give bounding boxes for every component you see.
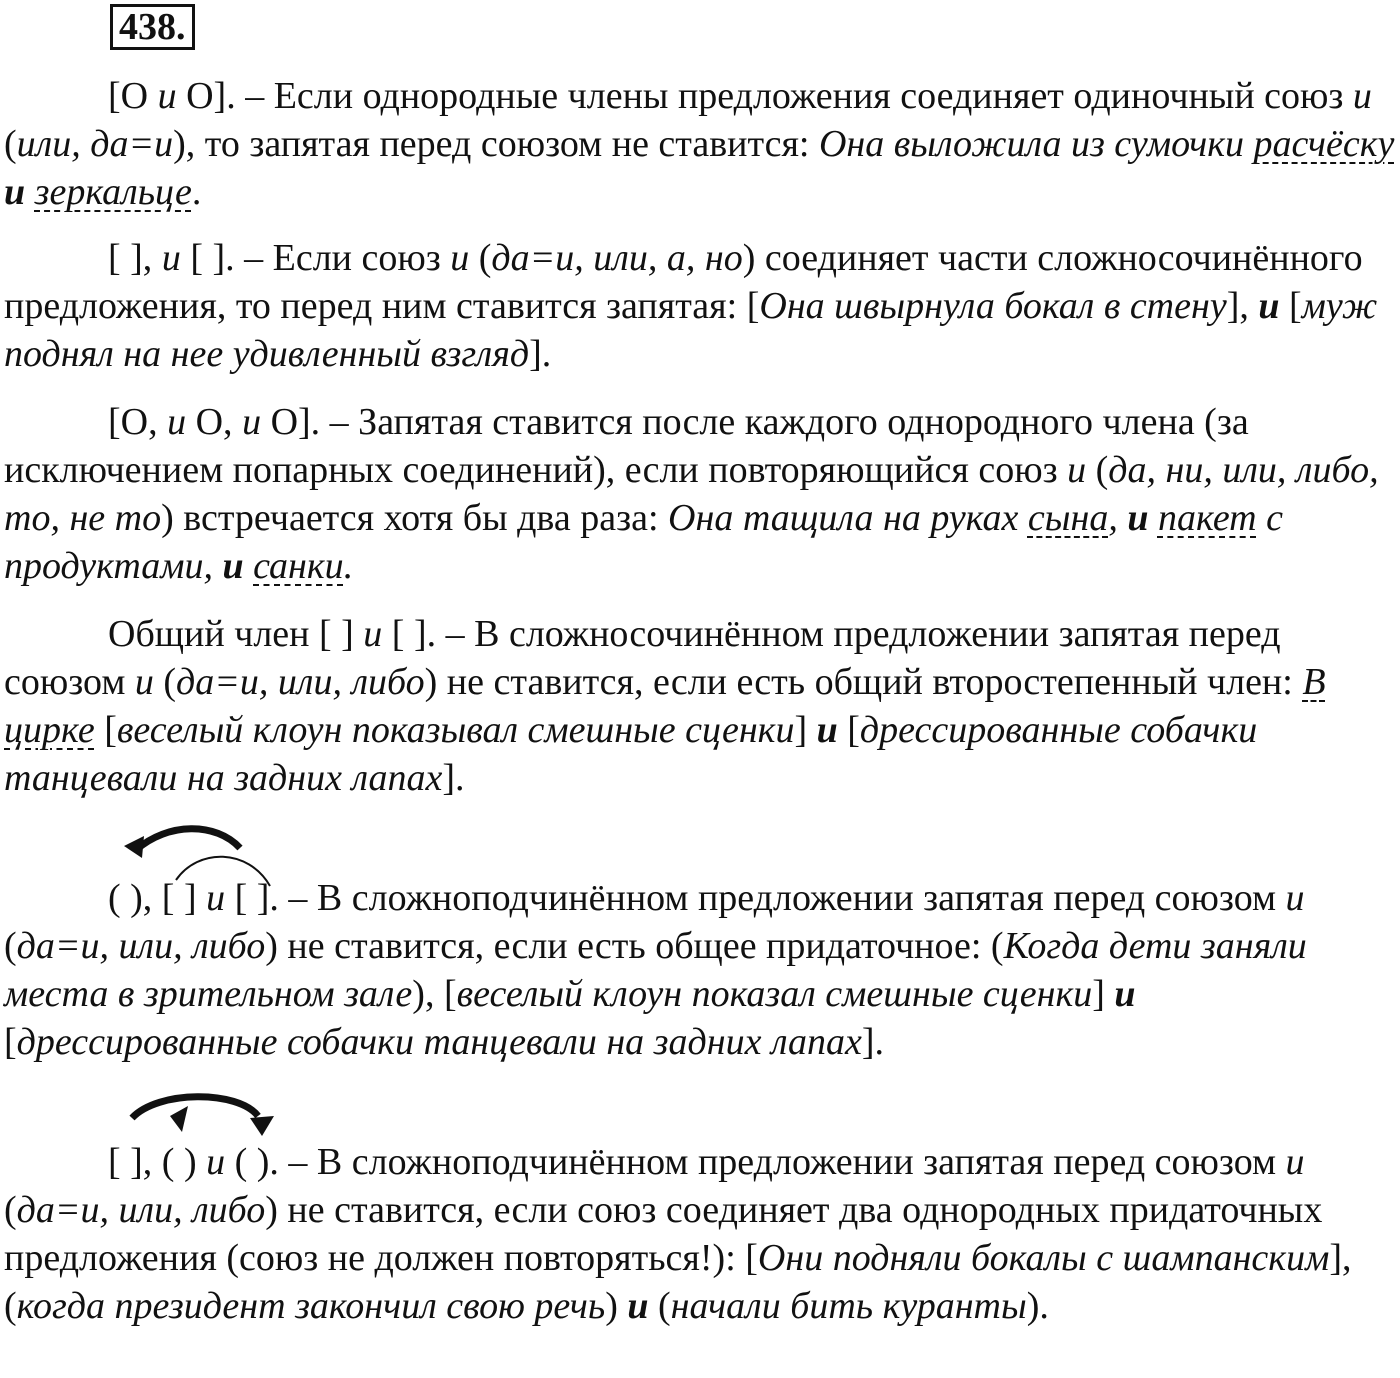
- text: ],: [1226, 285, 1259, 327]
- text: [: [837, 709, 860, 751]
- text: да=и, или, либо: [176, 661, 425, 703]
- text: и: [1352, 75, 1372, 117]
- conjunction-bold: и: [627, 1285, 649, 1327]
- example: муж поднял на нее удивленный взгляд: [4, 285, 1378, 375]
- example: начали бить куранты: [670, 1285, 1027, 1327]
- rule-paragraph-5: [4, 874, 1396, 1066]
- example: дрессированные собачки танцевали на задних лапах: [4, 709, 1258, 799]
- text: ).: [1026, 1285, 1049, 1327]
- example: Она выложила из сумочки: [818, 123, 1254, 165]
- text: [1148, 497, 1158, 539]
- text: [О,: [108, 401, 168, 443]
- conjunction-bold: и: [1127, 497, 1149, 539]
- text: (: [4, 123, 17, 165]
- text: ) встречается хотя бы два раза:: [161, 497, 669, 539]
- text: [: [1279, 285, 1302, 327]
- example-common-member: В цирке: [4, 661, 1326, 751]
- rule-paragraph-6: [4, 1138, 1396, 1330]
- rule-paragraph-3: [4, 398, 1396, 590]
- text: и: [134, 661, 154, 703]
- rule-paragraph-4: [4, 610, 1396, 802]
- text: да=и, или, либо: [16, 925, 266, 967]
- text: ) соединяет части сложносочинённого предложения, то перед ним ставится запятая: [: [4, 237, 1363, 327]
- text: [ ]. – Если союз: [180, 237, 451, 279]
- text: и: [167, 401, 187, 443]
- text: и: [157, 75, 177, 117]
- text: [: [94, 709, 117, 751]
- text: .: [191, 171, 202, 213]
- text: или, да=и: [16, 123, 174, 165]
- text: ), [: [412, 973, 457, 1015]
- text: (: [648, 1285, 671, 1327]
- text: и: [1285, 877, 1305, 919]
- text: [25, 171, 35, 213]
- example: Они подняли бокалы с шампанским: [757, 1237, 1330, 1279]
- text: и: [161, 237, 181, 279]
- text: ].: [861, 1021, 884, 1063]
- text: [ ],: [108, 237, 162, 279]
- text: ( ), [ ]: [108, 877, 207, 919]
- example-homogeneous: зеркальце: [34, 171, 192, 213]
- example-homogeneous: расчёску: [1253, 123, 1395, 165]
- text: .: [343, 545, 354, 587]
- text: [ ]. – В сложносочинённом предложении запятая перед союзом: [4, 613, 1281, 703]
- text: [244, 545, 254, 587]
- example: Когда дети заняли места в зрительном зале: [4, 925, 1307, 1015]
- example: веселый клоун показал смешные сценки: [456, 973, 1093, 1015]
- conjunction-bold: и: [222, 545, 244, 587]
- text: да=и, или, либо: [16, 1189, 266, 1231]
- text: ].: [442, 757, 465, 799]
- text: ]: [1092, 973, 1115, 1015]
- rule-paragraph-1: [4, 72, 1396, 216]
- exercise-number: 438.: [110, 4, 195, 50]
- text: [О: [108, 75, 158, 117]
- text: и: [1067, 449, 1087, 491]
- text: ) не ставится, если есть общий второстепенный член:: [424, 661, 1303, 703]
- text: (: [4, 925, 17, 967]
- text: и: [1285, 1141, 1305, 1183]
- text: ), то запятая перед союзом не ставится:: [173, 123, 819, 165]
- example: дрессированные собачки танцевали на задних лапах: [16, 1021, 862, 1063]
- text: О,: [186, 401, 243, 443]
- conjunction-bold: и: [1114, 973, 1136, 1015]
- text: О]. – Запятая ставится после каждого однородного члена (за исключением попарных соединений), если повторяющийся союз: [4, 401, 1249, 491]
- conjunction-bold: и: [4, 171, 26, 213]
- text: да, ни, или, либо, то, не то: [4, 449, 1379, 539]
- text: ) не ставится, если есть общее придаточное: (: [265, 925, 1004, 967]
- text: ) не ставится, если союз соединяет два однородных придаточных предложения (союз не должен повторяться!): [: [4, 1189, 1323, 1279]
- conjunction-bold: и: [816, 709, 838, 751]
- example-homogeneous: пакет: [1157, 497, 1257, 539]
- example: Она тащила на руках: [668, 497, 1028, 539]
- example: веселый клоун показывал смешные сценки: [116, 709, 795, 751]
- rule-paragraph-2: [4, 234, 1396, 378]
- text: да=и, или, а, но: [491, 237, 743, 279]
- text: ,: [1108, 497, 1128, 539]
- conjunction-bold: и: [1258, 285, 1280, 327]
- text: [: [4, 1021, 17, 1063]
- text: ]: [794, 709, 817, 751]
- text: Общий член [ ]: [108, 613, 364, 655]
- text: (: [4, 1189, 17, 1231]
- example-homogeneous: сына: [1027, 497, 1109, 539]
- text: ].: [529, 333, 552, 375]
- text: ( ). – В сложноподчинённом предложении запятая перед союзом: [225, 1141, 1286, 1183]
- example: с продуктами,: [4, 497, 1283, 587]
- text: и: [363, 613, 383, 655]
- text: ], (: [4, 1237, 1352, 1327]
- text: (: [1086, 449, 1109, 491]
- text: и: [206, 1141, 226, 1183]
- text: и: [206, 877, 226, 919]
- text: [ ], ( ): [108, 1141, 207, 1183]
- text: (: [153, 661, 177, 703]
- example-homogeneous: санки: [253, 545, 344, 587]
- text: [ ]. – В сложноподчинённом предложении запятая перед союзом: [225, 877, 1286, 919]
- text: и: [450, 237, 470, 279]
- example: Она швырнула бокал в стену: [759, 285, 1227, 327]
- text: (: [469, 237, 492, 279]
- example: когда президент закончил свою речь: [16, 1285, 606, 1327]
- text: и: [242, 401, 262, 443]
- text: ): [605, 1285, 628, 1327]
- text: О]. – Если однородные члены предложения соединяет одиночный союз: [176, 75, 1353, 117]
